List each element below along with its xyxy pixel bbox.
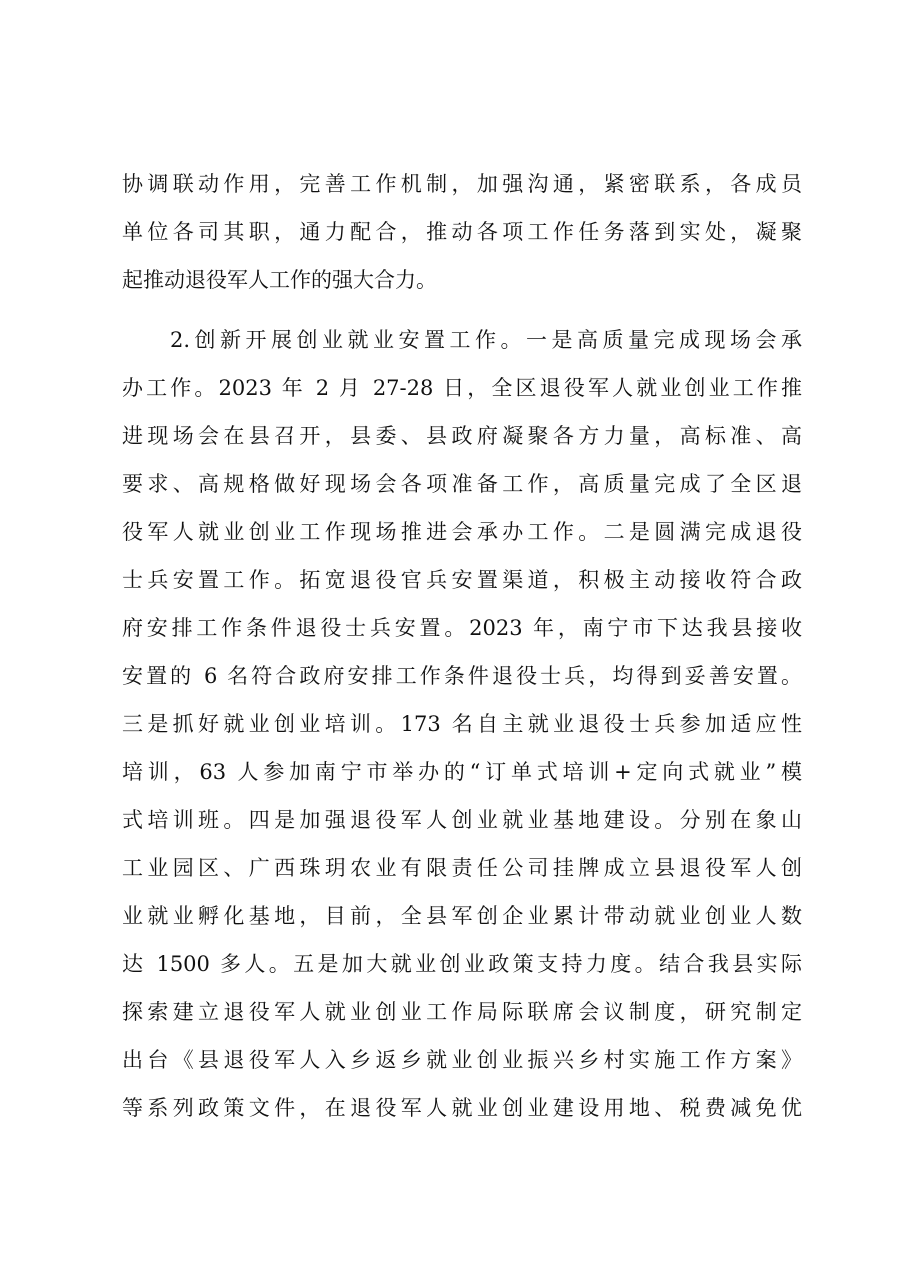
paragraph-line: 协调联动作用，完善工作机制，加强沟通，紧密联系，各成员: [122, 172, 802, 196]
paragraph-line: 要求、高规格做好现场会各项准备工作，高质量完成了全区退: [122, 472, 802, 496]
paragraph-line: 单位各司其职，通力配合，推动各项工作任务落到实处，凝聚: [122, 220, 802, 244]
paragraph-spacing: [122, 304, 802, 316]
paragraph-line: 式培训班。四是加强退役军人创业就业基地建设。分别在象山: [122, 808, 802, 832]
paragraph-line: 等系列政策文件，在退役军人就业创业建设用地、税费减免优: [122, 1096, 802, 1120]
paragraph-line: 进现场会在县召开，县委、县政府凝聚各方力量，高标准、高: [122, 424, 802, 448]
paragraph-line: 役军人就业创业工作现场推进会承办工作。二是圆满完成退役: [122, 520, 802, 544]
document-body: [122, 160, 802, 1132]
paragraph-line: 2.创新开展创业就业安置工作。一是高质量完成现场会承: [170, 328, 802, 352]
paragraph-line: 府安排工作条件退役士兵安置。2023 年，南宁市下达我县接收: [122, 616, 802, 640]
paragraph-1: [122, 160, 802, 304]
paragraph-line: 工业园区、广西珠玥农业有限责任公司挂牌成立县退役军人创: [122, 856, 802, 880]
paragraph-2: [122, 316, 802, 1132]
paragraph-line: 安置的 6 名符合政府安排工作条件退役士兵，均得到妥善安置。: [122, 664, 802, 688]
paragraph-line: 士兵安置工作。拓宽退役官兵安置渠道，积极主动接收符合政: [122, 568, 802, 592]
paragraph-line: 办工作。2023 年 2 月 27-28 日，全区退役军人就业创业工作推: [122, 376, 802, 400]
paragraph-line: 业就业孵化基地，目前，全县军创企业累计带动就业创业人数: [122, 904, 802, 928]
paragraph-line: 三是抓好就业创业培训。173 名自主就业退役士兵参加适应性: [122, 712, 802, 736]
paragraph-line: 探索建立退役军人就业创业工作局际联席会议制度，研究制定: [122, 1000, 802, 1024]
paragraph-line: 培训，63 人参加南宁市举办的“订单式培训+定向式就业”模: [122, 760, 802, 784]
paragraph-line: 达 1500 多人。五是加大就业创业政策支持力度。结合我县实际: [122, 952, 802, 976]
paragraph-line: 出台《县退役军人入乡返乡就业创业振兴乡村实施工作方案》: [122, 1048, 802, 1072]
paragraph-line: 起推动退役军人工作的强大合力。: [122, 268, 437, 292]
